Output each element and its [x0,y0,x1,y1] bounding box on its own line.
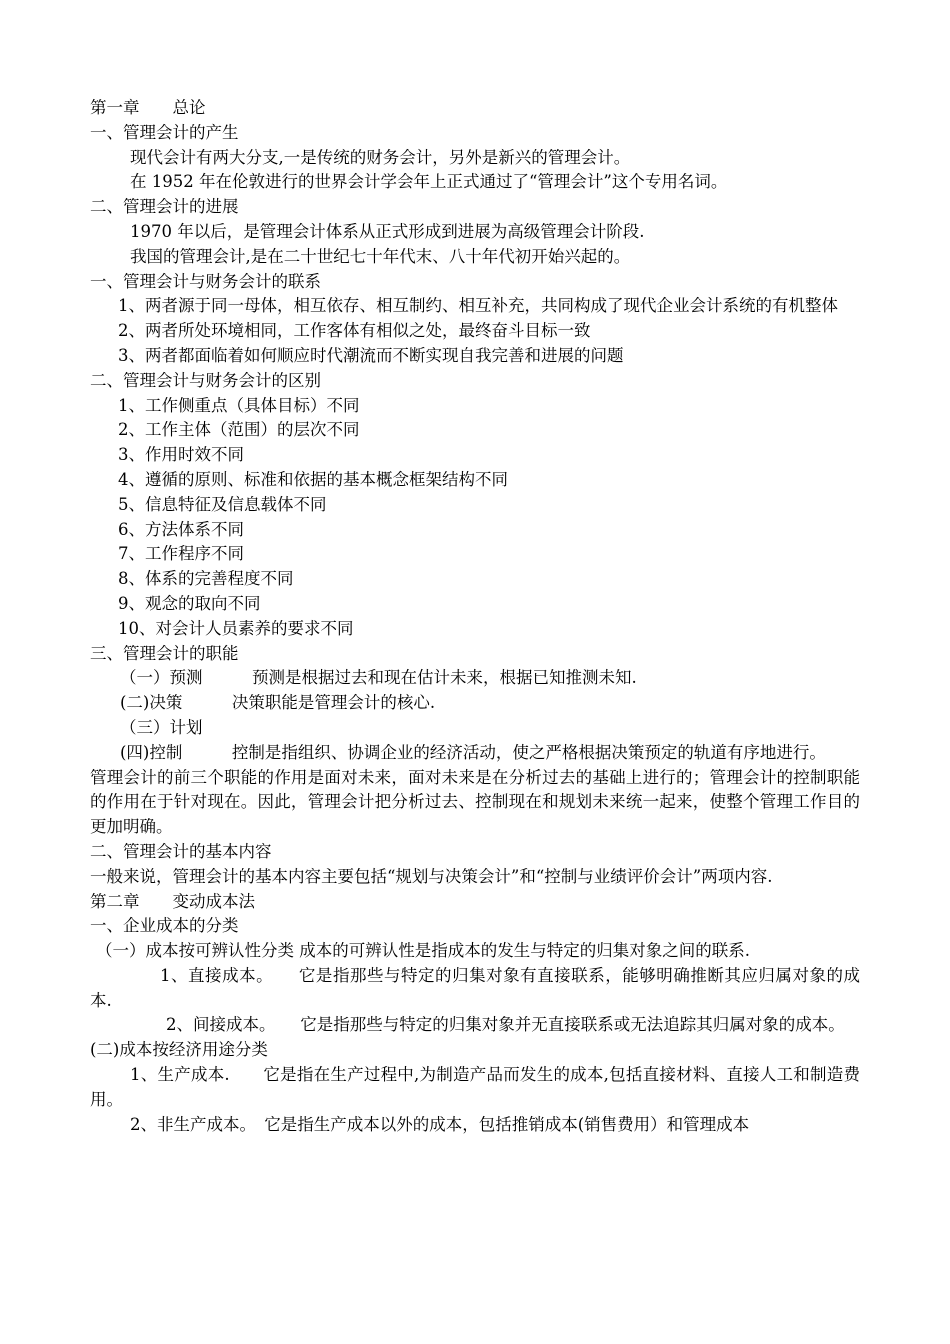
list-item: 9、观念的取向不同 [118,593,261,613]
list-item: （三）计划 [120,717,203,737]
section-heading: 二、管理会计的基本内容 [90,841,272,861]
list-item: 1、直接成本。 它是指那些与特定的归集对象有直接联系，能够明确推断其应归属对象的成本. [90,965,860,1010]
paragraph-line: 1970 年以后，是管理会计体系从正式形成到进展为高级管理会计阶段. [130,221,645,241]
list-item: （一）成本按可辨认性分类 成本的可辨认性是指成本的发生与特定的归集对象之间的联系. [96,941,750,961]
list-item: 7、工作程序不同 [118,544,244,564]
list-item: (四)控制 控制是指组织、协调企业的经济活动，使之严格根据决策预定的轨道有序地进行。 [120,742,826,762]
section-heading: 一、企业成本的分类 [90,916,239,936]
paragraph-line: 管理会计的前三个职能的作用是面对未来，面对未来是在分析过去的基础上进行的；管理会计的控制职能的作用在于针对现在。因此，管理会计把分析过去、控制现在和规划未来统一起来，使整个管理工作目的更加明确。 [90,767,860,837]
paragraph-line: 我国的管理会计,是在二十世纪七十年代末、八十年代初开始兴起的。 [130,246,631,266]
list-item: 10、对会计人员素养的要求不同 [118,618,354,638]
list-item: 8、体系的完善程度不同 [118,569,294,589]
list-item: （一）预测 预测是根据过去和现在估计未来，根据已知推测未知. [120,668,637,688]
list-item: 4、遵循的原则、标准和依据的基本概念框架结构不同 [118,469,508,489]
document-page [90,96,860,1137]
section-heading: 二、管理会计与财务会计的区别 [90,370,321,390]
chapter-heading: 第一章 总论 [90,98,206,117]
section-heading: 一、管理会计与财务会计的联系 [90,271,321,291]
list-item: 3、作用时效不同 [118,445,244,465]
list-item: 5、信息特征及信息载体不同 [118,494,327,514]
list-item: 1、生产成本. 它是指在生产过程中,为制造产品而发生的成本,包括直接材料、直接人工和制造费用。 [90,1065,860,1109]
paragraph-line: 在 1952 年在伦敦进行的世界会计学会年上正式通过了“管理会计”这个专用名词。 [130,172,728,192]
section-heading: 一、管理会计的产生 [90,122,239,142]
list-item: 3、两者都面临着如何顺应时代潮流而不断实现自我完善和进展的问题 [118,345,624,365]
list-item: 2、工作主体（范围）的层次不同 [118,420,360,440]
section-heading: 三、管理会计的职能 [90,643,239,663]
section-heading: 二、管理会计的进展 [90,197,239,217]
list-item: (二)成本按经济用途分类 [90,1040,268,1060]
list-item: 6、方法体系不同 [118,519,244,539]
list-item: 1、两者源于同一母体，相互依存、相互制约、相互补充，共同构成了现代企业会计系统的有机整体 [118,296,838,316]
list-item: 1、工作侧重点（具体目标）不同 [118,395,360,415]
list-item: 2、间接成本。 它是指那些与特定的归集对象并无直接联系或无法追踪其归属对象的成本。 [166,1015,845,1035]
chapter-heading: 第二章 变动成本法 [90,891,255,911]
list-item: (二)决策 决策职能是管理会计的核心. [120,693,436,713]
list-item: 2、非生产成本。 它是指生产成本以外的成本，包括推销成本(销售费用）和管理成本 [130,1114,750,1134]
paragraph-line: 一般来说，管理会计的基本内容主要包括“规划与决策会计”和“控制与业绩评价会计”两项内容. [90,866,773,886]
paragraph-line: 现代会计有两大分支,一是传统的财务会计，另外是新兴的管理会计。 [130,147,631,167]
list-item: 2、两者所处环境相同，工作客体有相似之处，最终奋斗目标一致 [118,321,591,341]
